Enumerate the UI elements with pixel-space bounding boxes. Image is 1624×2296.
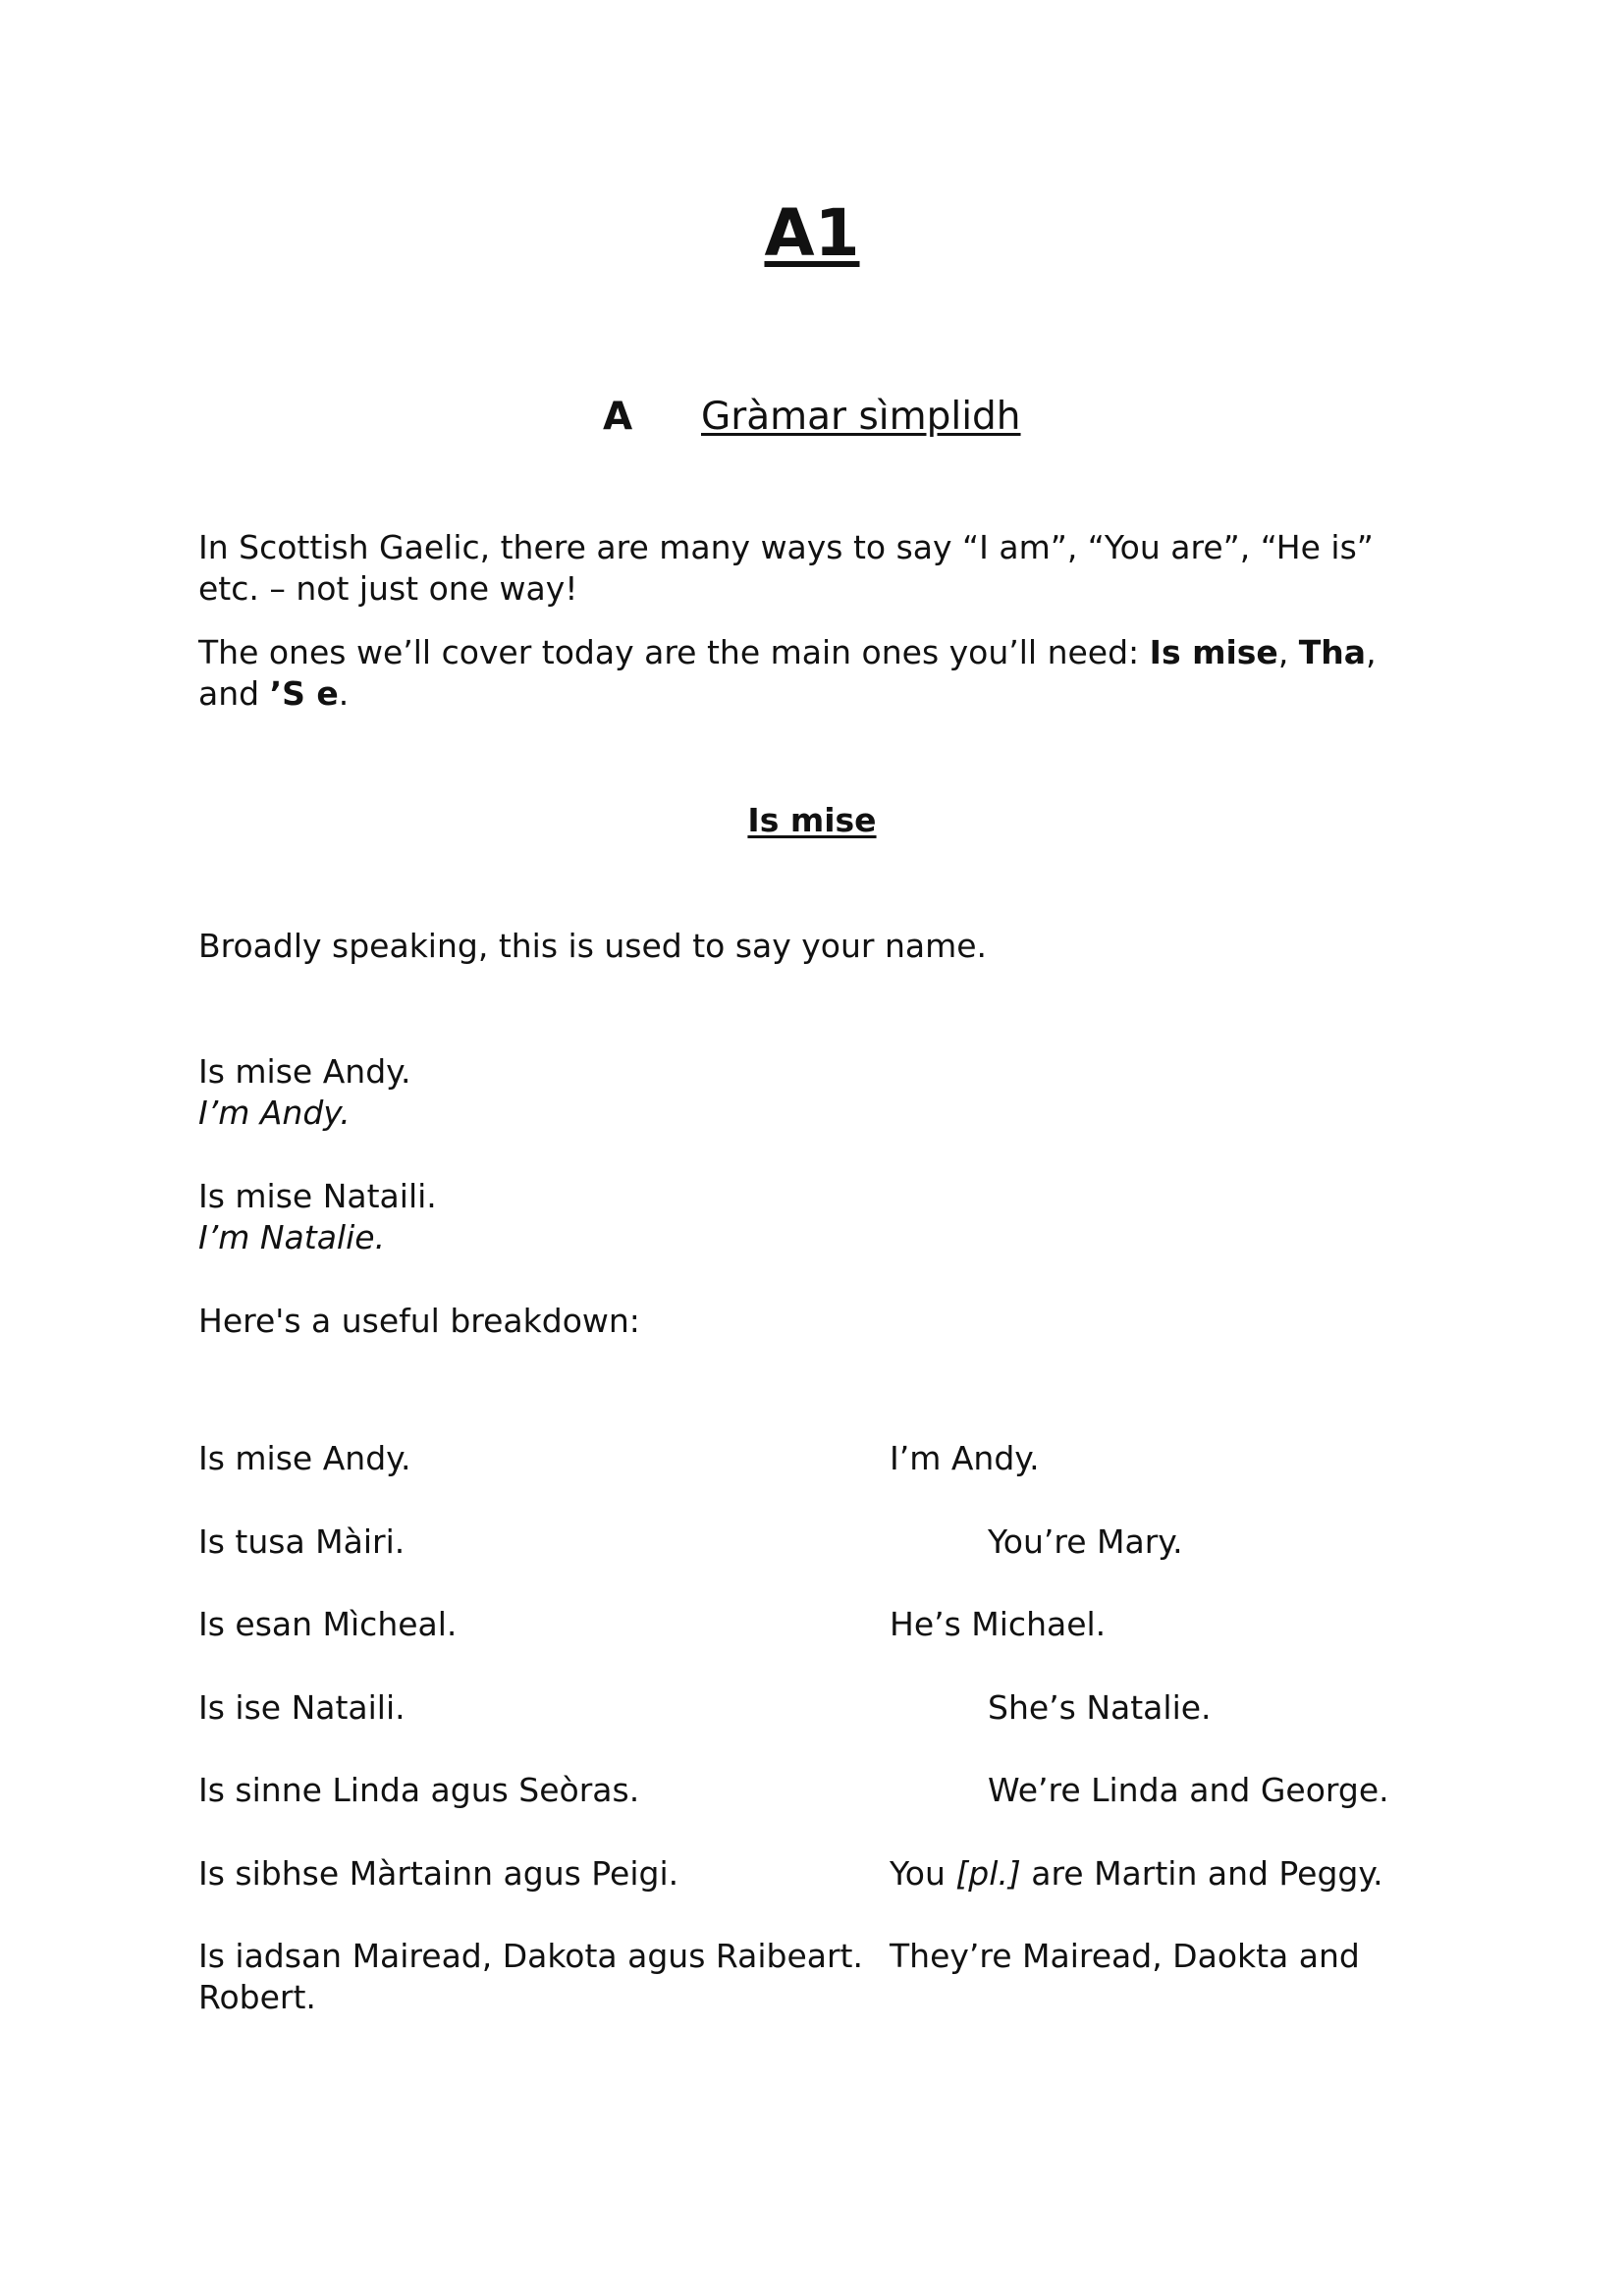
breakdown-english: I’m Andy. — [890, 1439, 1040, 1477]
breakdown-english: We’re Linda and George. — [988, 1771, 1389, 1809]
breakdown-gaelic: Is tusa Màiri. — [198, 1522, 406, 1561]
breakdown-english-continuation: Robert. — [198, 1978, 316, 2016]
breakdown-gaelic: Is mise Andy. — [198, 1439, 411, 1477]
example-1 — [198, 1051, 1435, 1134]
term-s-e: ’S e — [269, 674, 339, 713]
term-tha: Tha — [1298, 633, 1367, 671]
example-2 — [198, 1176, 1435, 1258]
breakdown-english: They’re Mairead, Daokta and — [890, 1937, 1360, 1975]
term-is-mise: Is mise — [1149, 633, 1278, 671]
example-english: I’m Andy. — [198, 1094, 351, 1132]
example-gaelic: Is mise Nataili. — [198, 1177, 437, 1215]
breakdown-gaelic: Is sibhse Màrtainn agus Peigi. — [198, 1854, 679, 1893]
breakdown-english: He’s Michael. — [890, 1605, 1107, 1643]
breakdown-english-suffix: are Martin and Peggy. — [1020, 1854, 1383, 1893]
section-letter: A — [603, 395, 633, 439]
breakdown-intro: Here's a useful breakdown: — [198, 1302, 640, 1340]
intro-paragraph-2 — [198, 632, 1435, 715]
intro-paragraph-1: In Scottish Gaelic, there are many ways to say “I am”, “You are”, “He is” etc. – not just one way! — [198, 528, 1374, 608]
section-title: Gràmar sìmplidh — [701, 395, 1021, 439]
example-english: I’m Natalie. — [198, 1218, 386, 1256]
breakdown-english — [890, 1853, 1383, 1895]
breakdown-gaelic: Is iadsan Mairead, Dakota agus Raibeart. — [198, 1937, 863, 1975]
breakdown-english: You’re Mary. — [988, 1522, 1183, 1561]
intro-p2-sep1: , — [1277, 633, 1299, 671]
subsection-description: Broadly speaking, this is used to say your name. — [198, 927, 988, 965]
document-title: A1 — [764, 195, 860, 271]
plural-note: [pl.] — [955, 1854, 1021, 1893]
intro-p2-end: . — [338, 674, 350, 713]
breakdown-english: She’s Natalie. — [988, 1688, 1212, 1727]
breakdown-gaelic: Is ise Nataili. — [198, 1688, 406, 1727]
breakdown-gaelic: Is sinne Linda agus Seòras. — [198, 1771, 640, 1809]
section-heading — [603, 393, 1021, 443]
intro-p2-prefix: The ones we’ll cover today are the main ones you’ll need: — [198, 633, 1150, 671]
intro-p2-sep2: , and — [198, 633, 1377, 713]
subsection-heading: Is mise — [747, 801, 877, 839]
example-gaelic: Is mise Andy. — [198, 1052, 411, 1091]
breakdown-english-prefix: You — [890, 1854, 956, 1893]
breakdown-gaelic: Is esan Mìcheal. — [198, 1605, 458, 1643]
